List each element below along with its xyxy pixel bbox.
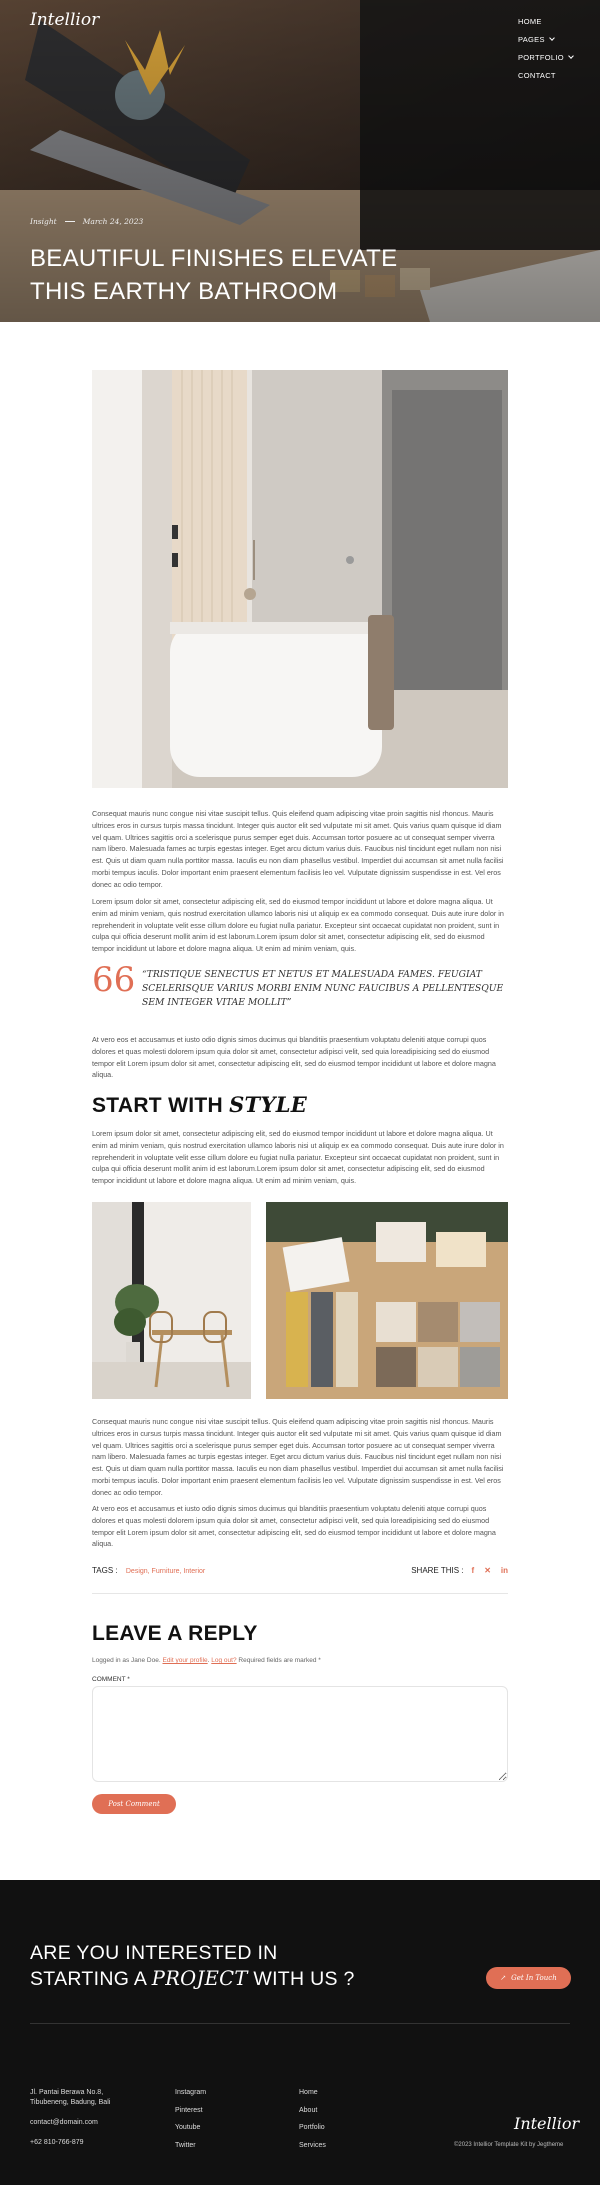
copyright: ©2023 Intellior Template Kit by Jegtheme — [454, 2142, 564, 2148]
comment-textarea[interactable] — [92, 1686, 508, 1782]
footer-home-link[interactable]: Home — [299, 2089, 318, 2096]
nav-home[interactable]: HOME — [518, 16, 542, 26]
footer-phone[interactable]: +62 810-766-879 — [30, 2139, 84, 2146]
quote-text: “TRISTIQUE SENECTUS ET NETUS ET MALESUADA FAMES. FEUGIAT SCELERISQUE VARIUS MORBI ENIM NUNC FAUCIBUS A PELLENTESQUE SEM INTEGER VITAE MOLLIT” — [142, 969, 504, 1008]
site-logo[interactable]: Intellior — [30, 10, 100, 30]
chevron-down-icon — [549, 35, 555, 41]
footer-pinterest-link[interactable]: Pinterest — [175, 2106, 203, 2114]
material-samples-image — [266, 1202, 508, 1399]
section-heading: START WITH STYLE — [92, 1092, 308, 1117]
footer-instagram-link[interactable]: Instagram — [175, 2089, 207, 2096]
footer-email[interactable]: contact@domain.com — [30, 2119, 98, 2126]
footer-contact: Jl. Pantai Berawa No.8, Tibubeneng, Badung, Bali contact@domain.com +62 810-766-879 — [30, 2089, 111, 2146]
tags-label: TAGS : — [92, 1565, 118, 1575]
facebook-icon[interactable]: f — [471, 1565, 475, 1575]
post-category[interactable]: Insight — [30, 217, 57, 226]
post-title: BEAUTIFUL FINISHES ELEVATE THIS EARTHY BATHROOM — [30, 245, 398, 305]
footer-twitter-link[interactable]: Twitter — [175, 2141, 196, 2149]
article-paragraph-2: Lorem ipsum dolor sit amet, consectetur adipiscing elit, sed do eiusmod tempor incididunt ut labore et dolore magna aliqua. Ut enim ad minim veniam, quis nostrud exercitation ullamco laboris nisi ut aliquip ex ea commodo consequat. Duis aute irure dolor in reprehenderit in voluptate velit esse cillum dolore eu fugiat nulla pariatur. Excepteur sint occaecat cupidatat non proident, sunt in culpa qui officia deserunt mollit anim id est laborum.Lorem ipsum dolor sit amet, consectetur adipiscing elit, sed do eiusmod tempor incididunt ut labore et dolore magna aliqua. Ut enim ad minim veniam, quis. — [92, 897, 504, 954]
nav-portfolio[interactable]: PORTFOLIO — [518, 48, 573, 66]
edit-profile-link[interactable]: Edit your profile — [162, 1657, 208, 1664]
logout-link[interactable]: Log out? — [211, 1657, 237, 1664]
footer — [0, 1880, 600, 2185]
divider — [92, 1593, 508, 1594]
nav-pages[interactable]: PAGES — [518, 30, 573, 48]
article-paragraph-5: Consequat mauris nunc congue nisi vitae suscipit tellus. Quis eleifend quam adipiscing vitae proin sagittis nisl rhoncus. Mauris ultrices eros in cursus turpis massa tincidunt. Integer quis auctor elit sed vulputate mi sit amet. Quis varius quam quisque id diam vel quam. Ultrices sagittis orci a scelerisque purus semper eget duis. Accumsan tortor posuere ac ut consequat semper viverra nam libero. Malesuada fames ac turpis egestas integer. Eget arcu dictum varius duis. Faucibus nisl tincidunt eget nullam non nisi est. Quis ut diam quam nulla porttitor massa. Iaculis eu non diam phasellus vestibul. Imperdiet dui accumsan sit amet nulla facilisi morbi tempus iaculis. Dolor important enim praesent elementum facilisis leo vel. Vulputate dignissim suspendisse in est. Vel eros donec ac odio tempor. — [92, 1417, 504, 1497]
dining-room-image — [92, 1202, 251, 1399]
share-icons — [472, 1566, 508, 1575]
bathroom-main-image — [92, 370, 508, 788]
logged-in-note: Logged in as Jane Doe. Edit your profile. Log out? Required fields are marked * — [92, 1657, 321, 1664]
article-paragraph-1: Consequat mauris nunc congue nisi vitae suscipit tellus. Quis eleifend quam adipiscing vitae proin sagittis nisl rhoncus. Mauris ultrices eros in cursus turpis massa tincidunt. Integer quis auctor elit sed vulputate mi sit amet. Quis varius quam quisque id diam vel quam. Ultrices sagittis orci a scelerisque purus semper eget duis. Accumsan tortor posuere ac ut consequat semper viverra nam libero. Malesuada fames ac turpis egestas integer. Eget arcu dictum varius duis. Faucibus nisl tincidunt eget nullam non nisi est. Quis ut diam quam nulla porttitor massa. Iaculis eu non diam phasellus vestibul. Imperdiet dui accumsan sit amet nulla facilisi morbi tempus iaculis. Dolor important enim praesent elementum facilisis leo vel. Vulputate dignissim suspendisse in est. Vel eros donec ac odio tempor. — [92, 809, 504, 889]
footer-about-link[interactable]: About — [299, 2106, 318, 2114]
arrow-icon: ↗ — [500, 1974, 507, 1982]
post-date: March 24, 2023 — [82, 217, 144, 226]
nav-contact[interactable]: CONTACT — [518, 70, 556, 80]
footer-youtube-link[interactable]: Youtube — [175, 2124, 201, 2131]
footer-divider — [30, 2023, 570, 2024]
article-paragraph-4: Lorem ipsum dolor sit amet, consectetur adipiscing elit, sed do eiusmod tempor incididunt ut labore et dolore magna aliqua. Ut enim ad minim veniam, quis nostrud exercitation ullamco laboris nisi ut aliquip ex ea commodo consequat. Duis aute irure dolor in reprehenderit in voluptate velit esse cillum dolore eu fugiat nulla pariatur. Excepteur sint occaecat cupidatat non proident, sunt in culpa qui officia deserunt mollit anim id est laborum.Lorem ipsum dolor sit amet, consectetur adipiscing elit, sed do eiusmod tempor incididunt ut labore et dolore magna aliqua. Ut enim ad minim veniam, quis. — [92, 1129, 504, 1186]
chevron-down-icon — [568, 53, 574, 59]
reply-title: LEAVE A REPLY — [92, 1622, 258, 1645]
share-label: SHARE THIS : — [411, 1565, 464, 1575]
comment-label: COMMENT * — [92, 1676, 130, 1683]
linkedin-icon[interactable]: in — [500, 1565, 508, 1575]
tags — [92, 1566, 205, 1575]
tags-share-row — [92, 1560, 508, 1580]
footer-cta: ARE YOU INTERESTED IN STARTING A PROJECT WITH US ? — [30, 1942, 355, 1990]
main-nav — [518, 12, 573, 84]
share — [411, 1566, 508, 1575]
tag-links[interactable]: Design, Furniture, Interior — [125, 1567, 206, 1575]
footer-social — [175, 2088, 206, 2158]
hero-section — [0, 0, 600, 322]
quote-icon: 66 — [92, 960, 136, 1000]
footer-logo[interactable]: Intellior — [514, 2114, 580, 2133]
blockquote — [92, 960, 508, 1016]
meta-divider — [65, 221, 75, 222]
footer-services-link[interactable]: Services — [299, 2141, 326, 2149]
article-paragraph-6: At vero eos et accusamus et iusto odio dignis simos ducimus qui blanditiis praesentium voluptatu deleniti atque corrupi quos dolores et quas molesti dolorem ipsum quia dolor sit amet, consectetur adipisci velit, sed quia loreadipisicing sed do eiusmod tempor elit Lorem ipsum dolor sit amet, consectetur adipiscing elit, sed do eiusmod tempor incididunt ut labore et dolore magna aliqua. — [92, 1504, 496, 1549]
post-comment-button[interactable]: Post Comment — [92, 1794, 176, 1814]
footer-links — [299, 2088, 326, 2158]
x-twitter-icon[interactable]: ✕ — [484, 1565, 491, 1575]
get-in-touch-button[interactable]: ↗ Get In Touch — [486, 1967, 571, 1989]
post-meta — [30, 217, 143, 226]
footer-portfolio-link[interactable]: Portfolio — [299, 2124, 325, 2131]
article-paragraph-3: At vero eos et accusamus et iusto odio dignis simos ducimus qui blanditiis praesentium voluptatu deleniti atque corrupi quos dolores et quas molesti dolorem ipsum quia dolor sit amet, consectetur adipisci velit, sed quia loreadipisicing sed do eiusmod tempor elit Lorem ipsum dolor sit amet, consectetur adipiscing elit, sed do eiusmod tempor incididunt ut labore et dolore magna aliqua. — [92, 1035, 496, 1080]
